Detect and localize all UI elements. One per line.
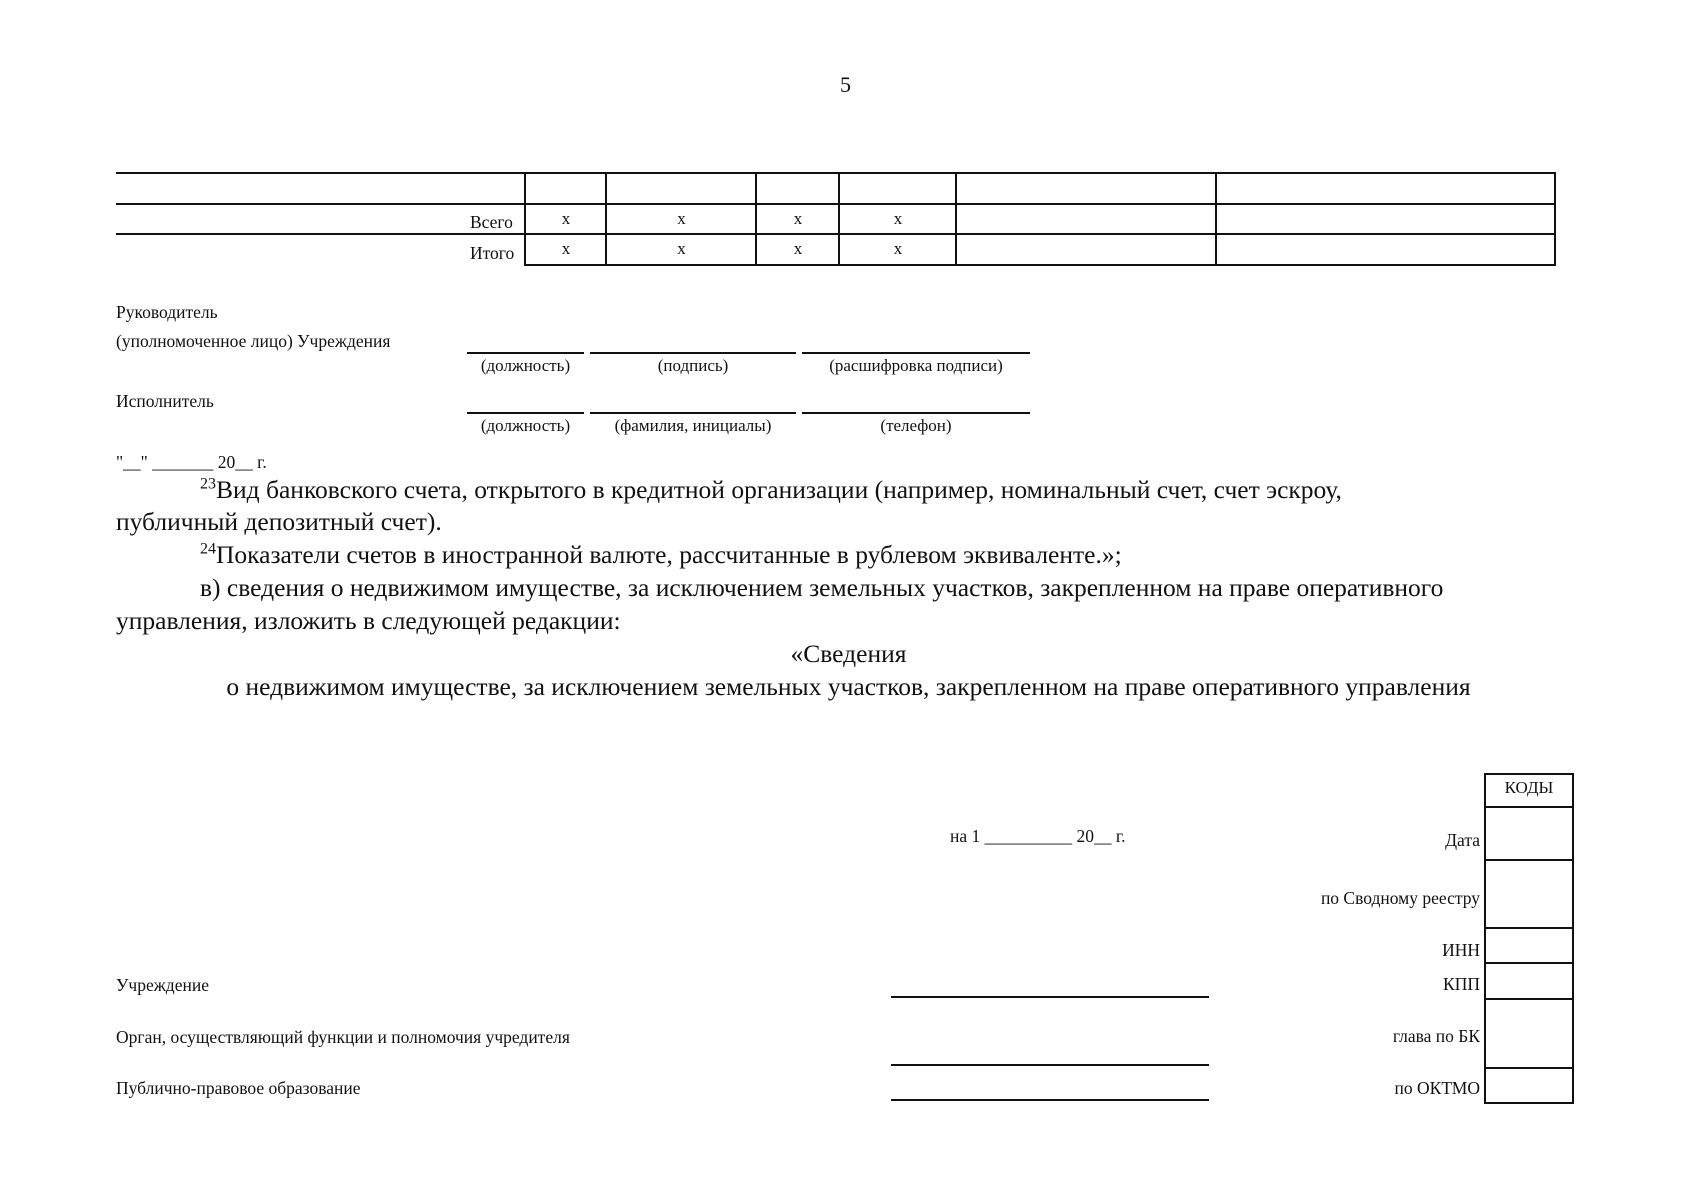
body-paragraph-cont: управления, изложить в следующей редакции: [116,606,621,635]
table-cell: x [677,239,686,258]
institution-field[interactable] [891,996,1209,998]
head-label: Руководитель [116,302,218,322]
label-public-entity: Публично-правовое образование [116,1078,361,1098]
caption-position: (должность) [480,416,571,435]
table-cell: x [677,209,686,228]
code-label-bk: глава по БК [1392,1026,1480,1046]
report-date: на 1 __________ 20__ г. [950,826,1126,846]
footnote-23 [200,474,1342,506]
footnote-24 [200,539,1122,571]
row-label-itogo: Итого [470,243,515,263]
table-cell: x [893,209,903,228]
document-title: «Сведения [790,639,907,668]
code-label-date: Дата [1445,830,1480,850]
code-label-inn: ИНН [1442,940,1480,960]
founder-body-field[interactable] [891,1064,1209,1066]
label-institution: Учреждение [116,975,209,995]
table-cell: x [561,209,571,228]
caption-phone: (телефон) [880,416,952,435]
page-number: 5 [840,72,851,97]
row-label-total: Всего [470,212,513,232]
body-paragraph: в) сведения о недвижимом имуществе, за исключением земельных участков, закрепленном на праве оперативного [200,573,1444,602]
table-cell: x [793,209,803,228]
caption-name: (фамилия, инициалы) [614,416,772,435]
executor-label: Исполнитель [116,391,214,411]
table-cell: x [793,239,803,258]
caption-position: (должность) [480,356,571,375]
document-subtitle: о недвижимом имуществе, за исключением земельных участков, закрепленном на праве оперативного управления [226,672,1471,701]
code-label-kpp: КПП [1443,974,1480,994]
footnote-24-number: 24 [200,540,216,558]
caption-signature-decoding: (расшифровка подписи) [829,356,1003,375]
table-cell: x [561,239,571,258]
codes-table [1484,773,1574,1104]
footnote-24-text: Показатели счетов в иностранной валюте, рассчитанные в рублевом эквиваленте.»; [216,540,1122,569]
public-entity-field[interactable] [891,1099,1209,1101]
code-label-oktmo: по ОКТМО [1394,1078,1480,1098]
signature-date: "__" _______ 20__ г. [116,452,267,472]
footnote-23-cont: публичный депозитный счет). [116,507,442,536]
caption-signature: (подпись) [657,356,729,375]
head-label-2: (уполномоченное лицо) Учреждения [116,331,391,351]
label-founder-body: Орган, осуществляющий функции и полномочия учредителя [116,1027,570,1047]
code-label-registry: по Сводному реестру [1320,888,1480,908]
codes-header: КОДЫ [1504,778,1554,797]
footnote-23-text: Вид банковского счета, открытого в кредитной организации (например, номинальный счет, счет эскроу, [216,475,1342,504]
table-cell: x [893,239,903,258]
footnote-23-number: 23 [200,475,216,493]
